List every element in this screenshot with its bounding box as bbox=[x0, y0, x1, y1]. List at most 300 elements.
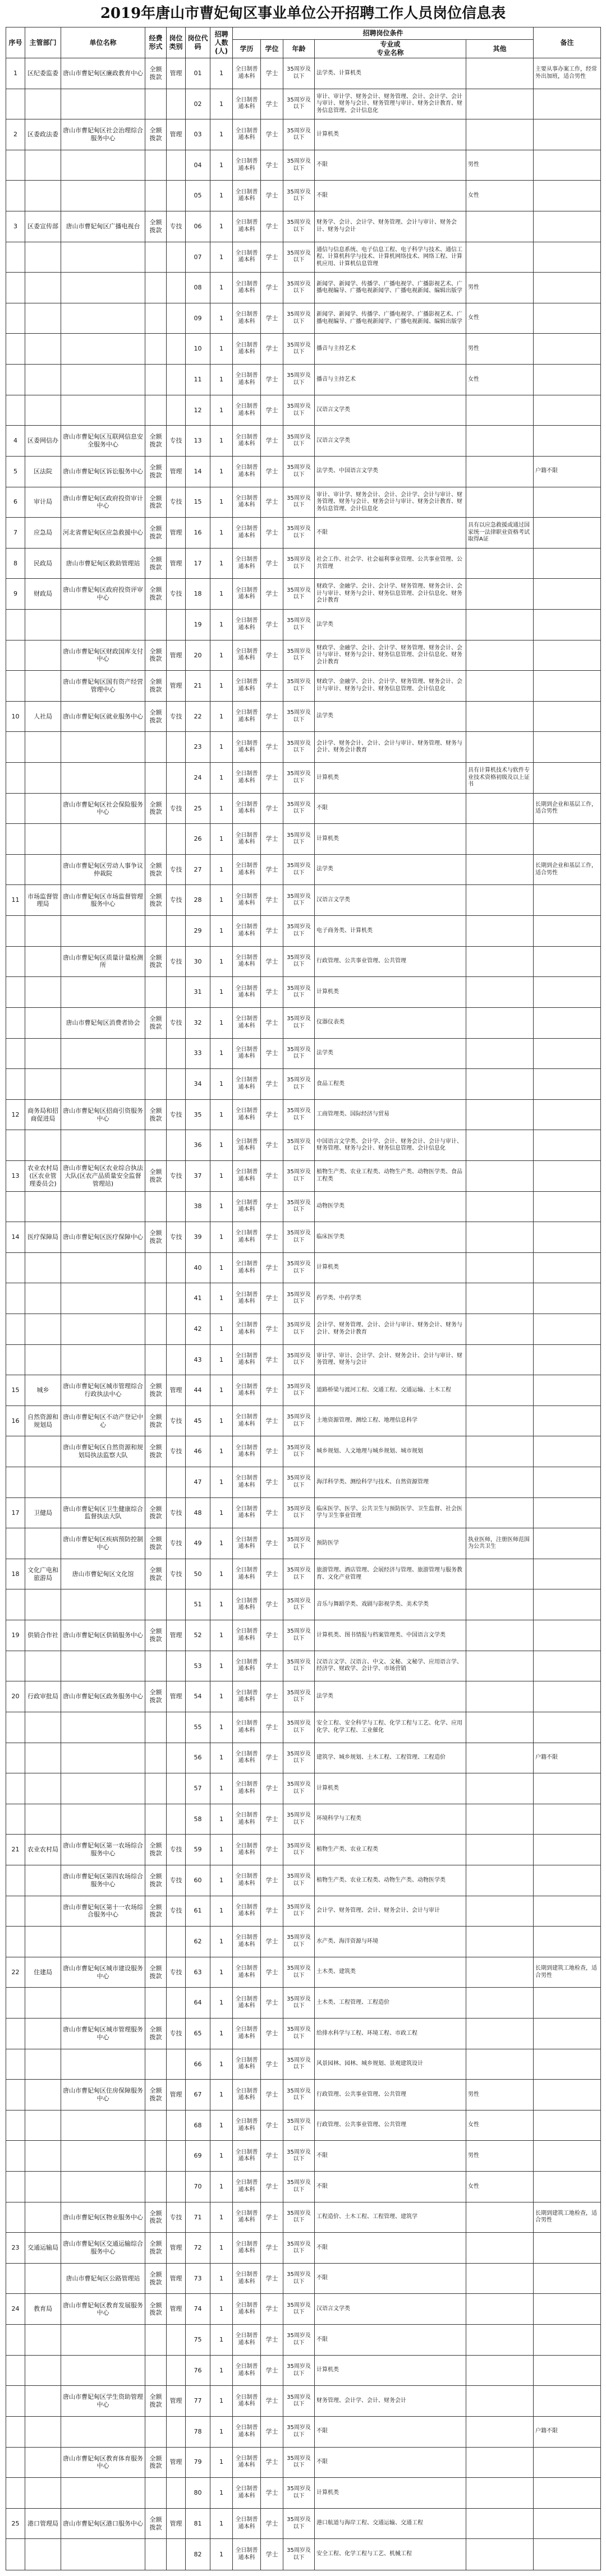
cell-edu: 全日制普通本科 bbox=[233, 2508, 261, 2539]
cell-post-type bbox=[167, 1252, 186, 1283]
cell-age: 35周岁及以下 bbox=[283, 1252, 315, 1283]
cell-dept bbox=[25, 2080, 61, 2110]
cell-seq bbox=[6, 395, 25, 426]
cell-remark bbox=[534, 1222, 601, 1253]
cell-dept: 区法院 bbox=[25, 456, 61, 487]
cell-other: 女性 bbox=[466, 181, 534, 211]
cell-dept bbox=[25, 1589, 61, 1620]
table-row bbox=[6, 211, 601, 242]
table-row bbox=[6, 273, 601, 303]
table-row bbox=[6, 150, 601, 181]
table-row bbox=[6, 2508, 601, 2539]
cell-edu: 全日制普通本科 bbox=[233, 334, 261, 365]
cell-other bbox=[466, 1589, 534, 1620]
cell-seq bbox=[6, 640, 25, 671]
cell-major: 不限 bbox=[315, 2172, 466, 2202]
cell-degree: 学士 bbox=[261, 2141, 283, 2172]
cell-post-code: 73 bbox=[186, 2263, 210, 2294]
cell-age: 35周岁及以下 bbox=[283, 1589, 315, 1620]
cell-post-type: 管理 bbox=[167, 119, 186, 150]
cell-other bbox=[466, 1712, 534, 1743]
cell-dept bbox=[25, 1865, 61, 1896]
cell-unit: 唐山市曹妃甸区物业服务中心 bbox=[61, 2202, 145, 2233]
table-row bbox=[6, 1375, 601, 1406]
cell-edu: 全日制普通本科 bbox=[233, 1252, 261, 1283]
cell-remark bbox=[534, 2447, 601, 2478]
cell-funding: 全额拨款 bbox=[145, 2202, 167, 2233]
cell-age: 35周岁及以下 bbox=[283, 1988, 315, 2019]
cell-seq bbox=[6, 1283, 25, 1314]
cell-num: 1 bbox=[210, 1559, 233, 1589]
cell-major: 动物医学类 bbox=[315, 1191, 466, 1222]
cell-unit bbox=[61, 2416, 145, 2447]
cell-post-type bbox=[167, 1773, 186, 1804]
cell-major: 汉语言文学、汉语言、中文、文秘、文秘学、应用语言学、经济学、财政学、会计学、市场营销 bbox=[315, 1651, 466, 1681]
cell-post-type bbox=[167, 1283, 186, 1314]
cell-degree: 学士 bbox=[261, 1773, 283, 1804]
cell-degree: 学士 bbox=[261, 1528, 283, 1559]
cell-major: 财政学、金融学、会计、会计学、财务管理、财务会计、会计与审计、财务与会计、财务信息管理、会计信息化 bbox=[315, 671, 466, 702]
cell-post-type: 专技 bbox=[167, 1835, 186, 1865]
cell-remark bbox=[534, 1589, 601, 1620]
cell-post-code: 76 bbox=[186, 2355, 210, 2386]
cell-seq: 22 bbox=[6, 1957, 25, 1988]
cell-remark bbox=[534, 1773, 601, 1804]
cell-degree: 学士 bbox=[261, 1620, 283, 1651]
cell-seq bbox=[6, 1896, 25, 1927]
cell-num: 1 bbox=[210, 1069, 233, 1100]
cell-funding: 全额拨款 bbox=[145, 1405, 167, 1436]
cell-edu: 全日制普通本科 bbox=[233, 2539, 261, 2570]
cell-dept: 审计局 bbox=[25, 487, 61, 518]
cell-age: 35周岁及以下 bbox=[283, 1804, 315, 1835]
cell-age: 35周岁及以下 bbox=[283, 487, 315, 518]
cell-age: 35周岁及以下 bbox=[283, 1375, 315, 1406]
cell-num: 1 bbox=[210, 242, 233, 273]
cell-other bbox=[466, 2386, 534, 2417]
cell-dept: 应急局 bbox=[25, 518, 61, 549]
cell-edu: 全日制普通本科 bbox=[233, 854, 261, 885]
cell-seq bbox=[6, 2355, 25, 2386]
cell-post-code: 46 bbox=[186, 1436, 210, 1467]
cell-seq: 11 bbox=[6, 885, 25, 916]
cell-post-type: 专技 bbox=[167, 1099, 186, 1130]
cell-other bbox=[466, 58, 534, 89]
cell-remark bbox=[534, 2478, 601, 2509]
cell-seq: 5 bbox=[6, 456, 25, 487]
cell-dept bbox=[25, 977, 61, 1008]
cell-remark bbox=[534, 1804, 601, 1835]
cell-age: 35周岁及以下 bbox=[283, 2539, 315, 2570]
cell-funding bbox=[145, 609, 167, 640]
cell-degree: 学士 bbox=[261, 1804, 283, 1835]
table-row bbox=[6, 793, 601, 824]
cell-funding bbox=[145, 303, 167, 334]
cell-unit bbox=[61, 1773, 145, 1804]
cell-num: 1 bbox=[210, 2172, 233, 2202]
cell-degree: 学士 bbox=[261, 1130, 283, 1161]
cell-funding bbox=[145, 1069, 167, 1100]
cell-age: 35周岁及以下 bbox=[283, 1130, 315, 1161]
cell-edu: 全日制普通本科 bbox=[233, 456, 261, 487]
cell-num: 1 bbox=[210, 2416, 233, 2447]
cell-funding: 全额拨款 bbox=[145, 885, 167, 916]
cell-major: 城乡规划、人文地理与城乡规划、城市规划 bbox=[315, 1436, 466, 1467]
cell-edu: 全日制普通本科 bbox=[233, 2416, 261, 2447]
cell-dept: 区委宣传部 bbox=[25, 211, 61, 242]
table-row bbox=[6, 640, 601, 671]
cell-age: 35周岁及以下 bbox=[283, 1497, 315, 1528]
table-row bbox=[6, 548, 601, 579]
cell-num: 1 bbox=[210, 426, 233, 457]
table-row bbox=[6, 395, 601, 426]
cell-degree: 学士 bbox=[261, 732, 283, 763]
cell-unit bbox=[61, 1651, 145, 1681]
cell-major: 法学类 bbox=[315, 854, 466, 885]
cell-major: 安全工程、安全科学与工程、化学工程与工艺、化学、应用化学、化学工程、工业催化 bbox=[315, 1712, 466, 1743]
cell-seq bbox=[6, 609, 25, 640]
cell-age: 35周岁及以下 bbox=[283, 242, 315, 273]
cell-major: 汉语言文学类 bbox=[315, 2294, 466, 2325]
cell-post-code: 57 bbox=[186, 1773, 210, 1804]
cell-seq bbox=[6, 1344, 25, 1375]
cell-other bbox=[466, 119, 534, 150]
cell-funding bbox=[145, 1038, 167, 1069]
cell-major: 不限 bbox=[315, 2447, 466, 2478]
cell-dept bbox=[25, 609, 61, 640]
header-seq: 序号 bbox=[6, 27, 25, 58]
cell-dept bbox=[25, 2202, 61, 2233]
cell-degree: 学士 bbox=[261, 609, 283, 640]
cell-unit: 唐山市曹妃甸区卫生健康综合监督执法大队 bbox=[61, 1497, 145, 1528]
cell-funding: 全额拨款 bbox=[145, 640, 167, 671]
cell-post-code: 24 bbox=[186, 763, 210, 794]
cell-funding: 全额拨款 bbox=[145, 487, 167, 518]
cell-dept bbox=[25, 671, 61, 702]
cell-degree: 学士 bbox=[261, 334, 283, 365]
cell-edu: 全日制普通本科 bbox=[233, 1099, 261, 1130]
cell-funding: 全额拨款 bbox=[145, 2386, 167, 2417]
cell-degree: 学士 bbox=[261, 1007, 283, 1038]
table-row bbox=[6, 242, 601, 273]
cell-remark bbox=[534, 977, 601, 1008]
cell-dept: 人社局 bbox=[25, 701, 61, 732]
cell-remark bbox=[534, 303, 601, 334]
cell-num: 1 bbox=[210, 2508, 233, 2539]
cell-degree: 学士 bbox=[261, 1283, 283, 1314]
cell-major: 风景园林、园林、城乡规划、景观建筑设计 bbox=[315, 2049, 466, 2080]
cell-num: 1 bbox=[210, 1222, 233, 1253]
cell-other bbox=[466, 1283, 534, 1314]
cell-remark bbox=[534, 395, 601, 426]
cell-post-type: 专技 bbox=[167, 1896, 186, 1927]
cell-unit bbox=[61, 916, 145, 947]
cell-post-code: 26 bbox=[186, 824, 210, 855]
cell-age: 35周岁及以下 bbox=[283, 2416, 315, 2447]
cell-other bbox=[466, 456, 534, 487]
cell-unit bbox=[61, 1804, 145, 1835]
cell-unit: 唐山市曹妃甸区城市管理服务中心 bbox=[61, 2019, 145, 2049]
cell-post-code: 18 bbox=[186, 579, 210, 610]
cell-num: 1 bbox=[210, 1773, 233, 1804]
cell-num: 1 bbox=[210, 548, 233, 579]
cell-seq bbox=[6, 1988, 25, 2019]
cell-num: 1 bbox=[210, 303, 233, 334]
cell-num: 1 bbox=[210, 2263, 233, 2294]
cell-unit: 唐山市曹妃甸区城市管理综合行政执法中心 bbox=[61, 1375, 145, 1406]
cell-funding bbox=[145, 2416, 167, 2447]
cell-seq bbox=[6, 1773, 25, 1804]
cell-edu: 全日制普通本科 bbox=[233, 426, 261, 457]
cell-funding bbox=[145, 365, 167, 395]
cell-post-code: 41 bbox=[186, 1283, 210, 1314]
cell-age: 35周岁及以下 bbox=[283, 2172, 315, 2202]
cell-num: 1 bbox=[210, 2202, 233, 2233]
cell-other bbox=[466, 1007, 534, 1038]
cell-other bbox=[466, 1038, 534, 1069]
cell-remark bbox=[534, 2019, 601, 2049]
cell-seq bbox=[6, 1069, 25, 1100]
cell-edu: 全日制普通本科 bbox=[233, 671, 261, 702]
cell-post-code: 60 bbox=[186, 1865, 210, 1896]
cell-dept bbox=[25, 1344, 61, 1375]
cell-other bbox=[466, 2019, 534, 2049]
cell-major: 土木类、建筑类 bbox=[315, 1957, 466, 1988]
cell-unit: 唐山市曹妃甸区广播电视台 bbox=[61, 211, 145, 242]
cell-remark bbox=[534, 885, 601, 916]
cell-post-code: 81 bbox=[186, 2508, 210, 2539]
cell-post-code: 40 bbox=[186, 1252, 210, 1283]
cell-age: 35周岁及以下 bbox=[283, 2508, 315, 2539]
cell-post-type: 专技 bbox=[167, 426, 186, 457]
table-row bbox=[6, 854, 601, 885]
cell-dept bbox=[25, 1436, 61, 1467]
cell-unit bbox=[61, 1130, 145, 1161]
cell-unit bbox=[61, 2049, 145, 2080]
cell-major: 建筑学、城乡规划、土木工程、工程管理、工程造价 bbox=[315, 1743, 466, 1773]
cell-edu: 全日制普通本科 bbox=[233, 1559, 261, 1589]
cell-post-code: 55 bbox=[186, 1712, 210, 1743]
cell-major: 计算机类 bbox=[315, 1773, 466, 1804]
cell-other bbox=[466, 1222, 534, 1253]
cell-funding bbox=[145, 2539, 167, 2570]
cell-remark bbox=[534, 273, 601, 303]
cell-other bbox=[466, 1620, 534, 1651]
cell-age: 35周岁及以下 bbox=[283, 609, 315, 640]
cell-degree: 学士 bbox=[261, 824, 283, 855]
cell-other bbox=[466, 640, 534, 671]
cell-degree: 学士 bbox=[261, 1927, 283, 1957]
cell-dept bbox=[25, 1252, 61, 1283]
cell-unit: 唐山市曹妃甸区第一农场综合服务中心 bbox=[61, 1835, 145, 1865]
cell-funding bbox=[145, 1130, 167, 1161]
cell-major: 法学类 bbox=[315, 609, 466, 640]
cell-post-code: 62 bbox=[186, 1927, 210, 1957]
cell-other bbox=[466, 2049, 534, 2080]
cell-funding bbox=[145, 732, 167, 763]
cell-other bbox=[466, 671, 534, 702]
cell-funding: 全额拨款 bbox=[145, 1222, 167, 1253]
cell-edu: 全日制普通本科 bbox=[233, 89, 261, 119]
cell-funding bbox=[145, 150, 167, 181]
cell-num: 1 bbox=[210, 2447, 233, 2478]
cell-edu: 全日制普通本科 bbox=[233, 2202, 261, 2233]
cell-post-type bbox=[167, 2355, 186, 2386]
cell-edu: 全日制普通本科 bbox=[233, 365, 261, 395]
cell-dept bbox=[25, 2263, 61, 2294]
cell-dept bbox=[25, 1743, 61, 1773]
cell-other: 具有以应急救援或通过国家统一法律职业资格考试取得A证 bbox=[466, 518, 534, 549]
cell-post-type: 管理 bbox=[167, 671, 186, 702]
cell-major: 不限 bbox=[315, 518, 466, 549]
cell-num: 1 bbox=[210, 1436, 233, 1467]
table-row bbox=[6, 2172, 601, 2202]
cell-seq: 9 bbox=[6, 579, 25, 610]
cell-post-code: 51 bbox=[186, 1589, 210, 1620]
table-row bbox=[6, 89, 601, 119]
cell-degree: 学士 bbox=[261, 977, 283, 1008]
cell-age: 35周岁及以下 bbox=[283, 763, 315, 794]
cell-post-code: 64 bbox=[186, 1988, 210, 2019]
cell-remark bbox=[534, 609, 601, 640]
cell-post-type bbox=[167, 181, 186, 211]
cell-major: 工程造价、土木工程、工程管理、建筑学 bbox=[315, 2202, 466, 2233]
cell-post-code: 23 bbox=[186, 732, 210, 763]
cell-age: 35周岁及以下 bbox=[283, 701, 315, 732]
cell-age: 35周岁及以下 bbox=[283, 1283, 315, 1314]
table-row bbox=[6, 456, 601, 487]
cell-major: 新闻学、新闻学、传播学、广播电视学、广播影视艺术、广播电视编导、广播电视新闻学、广播电视新闻、编辑出版学 bbox=[315, 303, 466, 334]
cell-post-type: 管理 bbox=[167, 2294, 186, 2325]
cell-age: 35周岁及以下 bbox=[283, 579, 315, 610]
cell-degree: 学士 bbox=[261, 793, 283, 824]
cell-degree: 学士 bbox=[261, 1589, 283, 1620]
cell-unit: 唐山市曹妃甸区诉讼服务中心 bbox=[61, 456, 145, 487]
cell-post-code: 63 bbox=[186, 1957, 210, 1988]
cell-seq bbox=[6, 977, 25, 1008]
cell-unit: 唐山市曹妃甸区第十一农场综合服务中心 bbox=[61, 1896, 145, 1927]
cell-post-type: 专技 bbox=[167, 1865, 186, 1896]
cell-post-code: 12 bbox=[186, 395, 210, 426]
cell-unit bbox=[61, 273, 145, 303]
cell-num: 1 bbox=[210, 273, 233, 303]
cell-funding: 全额拨款 bbox=[145, 1681, 167, 1712]
cell-post-code: 69 bbox=[186, 2141, 210, 2172]
table-row bbox=[6, 1528, 601, 1559]
cell-num: 1 bbox=[210, 824, 233, 855]
cell-post-code: 35 bbox=[186, 1099, 210, 1130]
cell-age: 35周岁及以下 bbox=[283, 1743, 315, 1773]
table-row bbox=[6, 181, 601, 211]
cell-age: 35周岁及以下 bbox=[283, 1559, 315, 1589]
cell-other bbox=[466, 1559, 534, 1589]
cell-funding bbox=[145, 242, 167, 273]
cell-remark bbox=[534, 1314, 601, 1344]
cell-degree: 学士 bbox=[261, 2508, 283, 2539]
cell-post-code: 53 bbox=[186, 1651, 210, 1681]
cell-remark bbox=[534, 1865, 601, 1896]
cell-other bbox=[466, 2233, 534, 2264]
cell-seq bbox=[6, 2325, 25, 2356]
cell-seq bbox=[6, 2416, 25, 2447]
cell-other bbox=[466, 2508, 534, 2539]
cell-unit bbox=[61, 1191, 145, 1222]
cell-unit: 唐山市曹妃甸区救助管理站 bbox=[61, 548, 145, 579]
cell-major: 会计学、财务管理、会计、会计与审计、财务会计、财务与会计、财务会计教育 bbox=[315, 1314, 466, 1344]
cell-seq bbox=[6, 181, 25, 211]
cell-post-type: 专技 bbox=[167, 885, 186, 916]
cell-dept bbox=[25, 242, 61, 273]
cell-post-type bbox=[167, 273, 186, 303]
cell-other bbox=[466, 1651, 534, 1681]
cell-edu: 全日制普通本科 bbox=[233, 977, 261, 1008]
cell-post-code: 02 bbox=[186, 89, 210, 119]
cell-edu: 全日制普通本科 bbox=[233, 548, 261, 579]
cell-degree: 学士 bbox=[261, 1160, 283, 1191]
cell-dept bbox=[25, 1712, 61, 1743]
cell-remark bbox=[534, 2172, 601, 2202]
cell-dept bbox=[25, 1804, 61, 1835]
cell-post-code: 29 bbox=[186, 916, 210, 947]
cell-other bbox=[466, 1191, 534, 1222]
cell-funding: 全额拨款 bbox=[145, 119, 167, 150]
cell-major: 不限 bbox=[315, 2233, 466, 2264]
cell-funding bbox=[145, 1712, 167, 1743]
cell-dept bbox=[25, 946, 61, 977]
cell-remark bbox=[534, 1344, 601, 1375]
cell-unit bbox=[61, 1467, 145, 1498]
cell-dept: 医疗保障局 bbox=[25, 1222, 61, 1253]
cell-unit bbox=[61, 763, 145, 794]
cell-post-type bbox=[167, 334, 186, 365]
cell-post-type bbox=[167, 732, 186, 763]
cell-major: 财务管理、会计学、会计、财务会计 bbox=[315, 2386, 466, 2417]
cell-post-code: 03 bbox=[186, 119, 210, 150]
table-row bbox=[6, 1681, 601, 1712]
cell-seq bbox=[6, 2080, 25, 2110]
cell-degree: 学士 bbox=[261, 211, 283, 242]
cell-funding: 全额拨款 bbox=[145, 58, 167, 89]
cell-funding: 全额拨款 bbox=[145, 1559, 167, 1589]
table-row bbox=[6, 1927, 601, 1957]
cell-unit: 唐山市曹妃甸区消费者协会 bbox=[61, 1007, 145, 1038]
cell-age: 35周岁及以下 bbox=[283, 732, 315, 763]
cell-degree: 学士 bbox=[261, 1865, 283, 1896]
cell-dept: 文化广电和旅游局 bbox=[25, 1559, 61, 1589]
cell-major: 安全工程、化学工程与工艺、机械工程 bbox=[315, 2539, 466, 2570]
cell-unit: 唐山市曹妃甸区教育体育服务中心 bbox=[61, 2447, 145, 2478]
cell-degree: 学士 bbox=[261, 2049, 283, 2080]
cell-seq bbox=[6, 334, 25, 365]
cell-degree: 学士 bbox=[261, 671, 283, 702]
cell-major: 仪器仪表类 bbox=[315, 1007, 466, 1038]
cell-unit bbox=[61, 2325, 145, 2356]
table-row bbox=[6, 2325, 601, 2356]
cell-other: 男性 bbox=[466, 2141, 534, 2172]
cell-age: 35周岁及以下 bbox=[283, 885, 315, 916]
cell-seq bbox=[6, 2049, 25, 2080]
cell-num: 1 bbox=[210, 579, 233, 610]
cell-seq bbox=[6, 1865, 25, 1896]
cell-remark bbox=[534, 2233, 601, 2264]
cell-age: 35周岁及以下 bbox=[283, 1467, 315, 1498]
cell-dept bbox=[25, 1038, 61, 1069]
cell-remark bbox=[534, 824, 601, 855]
cell-unit: 唐山市曹妃甸区医疗保障中心 bbox=[61, 1222, 145, 1253]
cell-post-type: 管理 bbox=[167, 2386, 186, 2417]
cell-remark bbox=[534, 89, 601, 119]
header-post-type: 岗位类别 bbox=[167, 27, 186, 58]
